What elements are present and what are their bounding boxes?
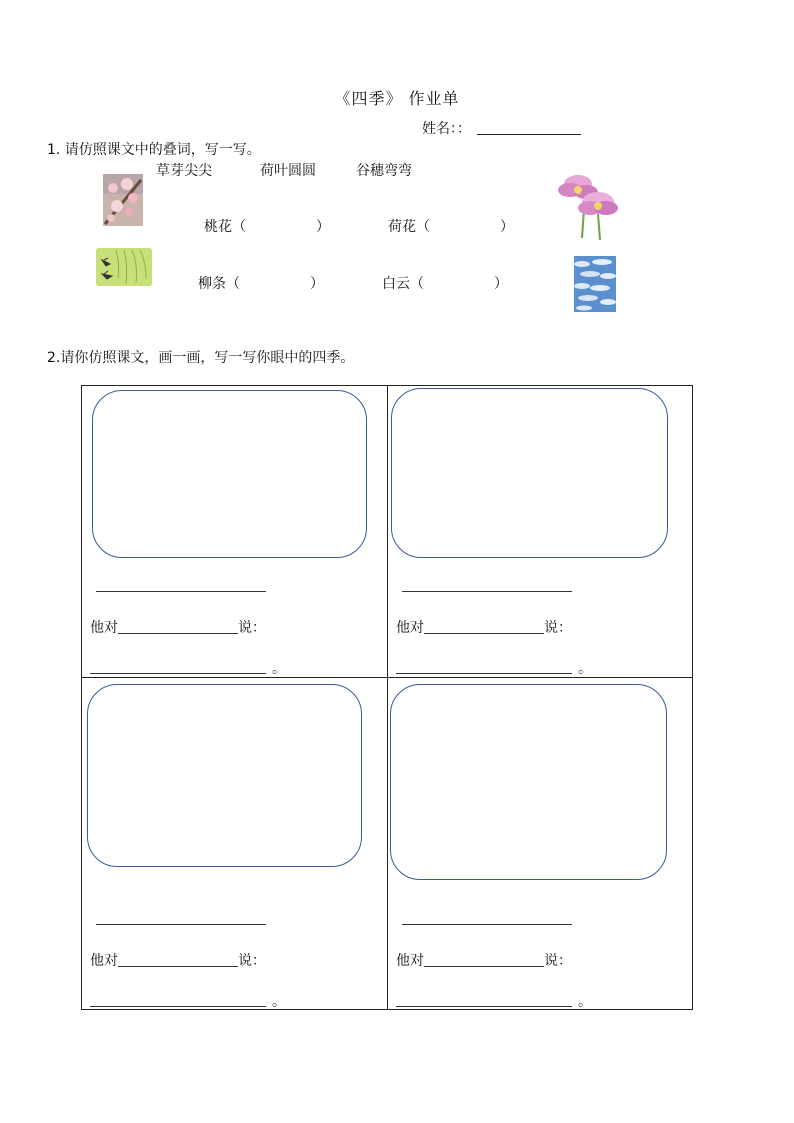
end-mark-4: 。 xyxy=(578,994,592,1010)
drawing-area-3[interactable] xyxy=(87,684,362,867)
grid-vertical-divider xyxy=(387,386,388,1009)
lotus-photo xyxy=(554,170,618,240)
name-input-line[interactable] xyxy=(477,120,581,135)
answer-line-2[interactable] xyxy=(396,673,572,674)
example-word-1: 草芽尖尖 xyxy=(156,163,212,179)
blank-lotus-label: 荷花（ xyxy=(388,219,430,235)
name-label: 姓名：： xyxy=(422,121,471,137)
end-mark-1: 。 xyxy=(272,661,286,677)
blank-cloud-label: 白云（ xyxy=(382,276,424,292)
said-line-4[interactable] xyxy=(396,950,572,970)
said-prefix: 他对 xyxy=(396,620,424,636)
drawing-area-2[interactable] xyxy=(391,388,668,558)
grid-horizontal-divider xyxy=(82,677,692,678)
blank-peach[interactable] xyxy=(204,216,330,236)
said-line-1[interactable] xyxy=(90,617,266,637)
question-1-prompt: 1. 请仿照课文中的叠词，写一写。 xyxy=(47,142,261,158)
said-suffix: 说： xyxy=(238,953,266,969)
answer-line-1[interactable] xyxy=(90,673,266,674)
answer-line-4[interactable] xyxy=(396,1006,572,1007)
example-word-3: 谷穗弯弯 xyxy=(356,163,412,179)
blank-cloud-close: ） xyxy=(494,276,508,292)
answer-line-3[interactable] xyxy=(90,1006,266,1007)
season-title-line-1[interactable] xyxy=(96,591,266,592)
blank-willow[interactable] xyxy=(198,273,324,293)
drawing-area-1[interactable] xyxy=(92,390,367,558)
said-line-2[interactable] xyxy=(396,617,572,637)
blank-cloud[interactable] xyxy=(382,273,508,293)
season-drawing-grid xyxy=(81,385,693,1010)
end-mark-3: 。 xyxy=(272,994,286,1010)
said-prefix: 他对 xyxy=(90,620,118,636)
said-prefix: 他对 xyxy=(396,953,424,969)
peach-blossom-photo xyxy=(103,174,143,226)
example-word-2: 荷叶圆圆 xyxy=(260,163,316,179)
blank-peach-close: ） xyxy=(316,219,330,235)
said-line-3[interactable] xyxy=(90,950,266,970)
end-mark-2: 。 xyxy=(578,661,592,677)
clouds-photo xyxy=(574,256,616,312)
willow-swallow-photo xyxy=(96,248,152,286)
said-suffix: 说： xyxy=(544,953,572,969)
question-2-prompt: 2.请你仿照课文，画一画，写一写你眼中的四季。 xyxy=(47,350,355,366)
blank-willow-label: 柳条（ xyxy=(198,276,240,292)
said-suffix: 说： xyxy=(544,620,572,636)
name-row xyxy=(422,118,581,138)
season-title-line-2[interactable] xyxy=(402,591,572,592)
season-title-line-3[interactable] xyxy=(96,924,266,925)
blank-lotus[interactable] xyxy=(388,216,514,236)
said-suffix: 说： xyxy=(238,620,266,636)
drawing-area-4[interactable] xyxy=(390,684,667,880)
said-prefix: 他对 xyxy=(90,953,118,969)
worksheet-title: 《四季》 作业单 xyxy=(334,89,460,108)
blank-peach-label: 桃花（ xyxy=(204,219,246,235)
blank-willow-close: ） xyxy=(310,276,324,292)
season-title-line-4[interactable] xyxy=(402,924,572,925)
blank-lotus-close: ） xyxy=(500,219,514,235)
